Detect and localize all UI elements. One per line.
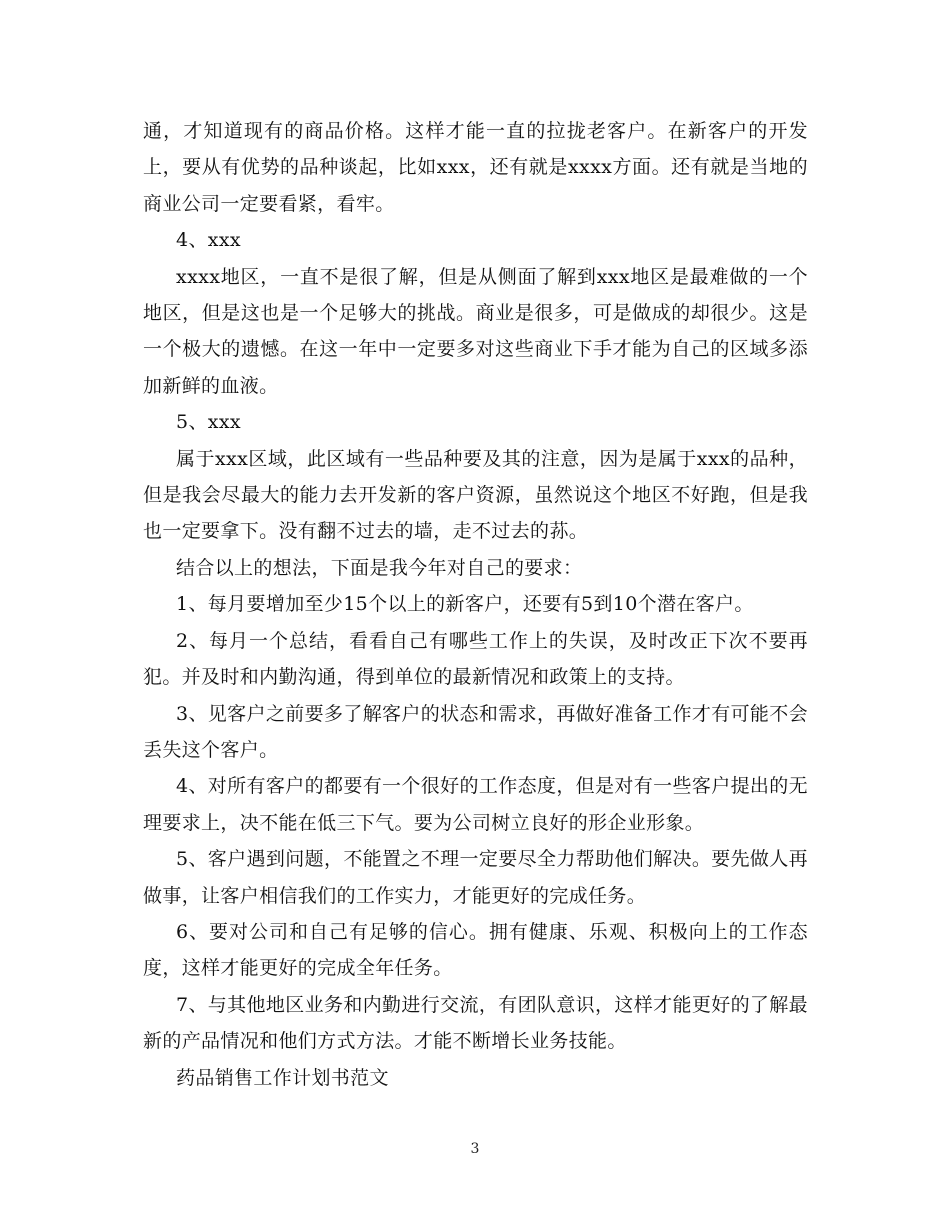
list-item-4: 4、对所有客户的都要有一个很好的工作态度，但是对有一些客户提出的无理要求上，决不能在低三下气。要为公司树立良好的形企业形象。 bbox=[143, 775, 808, 834]
section-heading-5: 5、xxx bbox=[176, 411, 241, 434]
list-item-1: 1、每月要增加至少15个以上的新客户，还要有5到10个潜在客户。 bbox=[176, 593, 754, 616]
page-number: 3 bbox=[470, 1141, 480, 1157]
list-item-6: 6、要对公司和自己有足够的信心。拥有健康、乐观、积极向上的工作态度，这样才能更好的完成全年任务。 bbox=[143, 920, 808, 980]
paragraph-requirements-intro: 结合以上的想法，下面是我今年对自己的要求： bbox=[176, 556, 583, 579]
section-heading-4: 4、xxx bbox=[176, 229, 241, 252]
paragraph-region-4: xxxx地区，一直不是很了解，但是从侧面了解到xxx地区是最难做的一个地区，但是这也是一个足够大的挑战。商业是很多，可是做成的却很少。这是一个极大的遗憾。在这一年中一定要多对这些商业下手才能为自己的区域多添加新鲜的血液。 bbox=[143, 265, 808, 397]
list-item-2: 2、每月一个总结，看看自己有哪些工作上的失误，及时改正下次不要再犯。并及时和内勤沟通，得到单位的最新情况和政策上的支持。 bbox=[143, 629, 808, 689]
document-body bbox=[143, 113, 808, 1096]
paragraph-continuation: 通，才知道现有的商品价格。这样才能一直的拉拢老客户。在新客户的开发上，要从有优势的品种谈起，比如xxx，还有就是xxxx方面。还有就是当地的商业公司一定要看紧，看牢。 bbox=[143, 120, 808, 215]
next-section-title: 药品销售工作计划书范文 bbox=[176, 1066, 389, 1089]
list-item-5: 5、客户遇到问题，不能置之不理一定要尽全力帮助他们解决。要先做人再做事，让客户相信我们的工作实力，才能更好的完成任务。 bbox=[143, 848, 808, 907]
paragraph-region-5: 属于xxx区域，此区域有一些品种要及其的注意，因为是属于xxx的品种，但是我会尽最大的能力去开发新的客户资源，虽然说这个地区不好跑，但是我也一定要拿下。没有翻不过去的墙，走不过去的荪。 bbox=[143, 447, 808, 543]
list-item-3: 3、见客户之前要多了解客户的状态和需求，再做好准备工作才有可能不会丢失这个客户。 bbox=[143, 702, 808, 761]
list-item-7: 7、与其他地区业务和内勤进行交流，有团队意识，这样才能更好的了解最新的产品情况和他们方式方法。才能不断增长业务技能。 bbox=[143, 993, 808, 1053]
